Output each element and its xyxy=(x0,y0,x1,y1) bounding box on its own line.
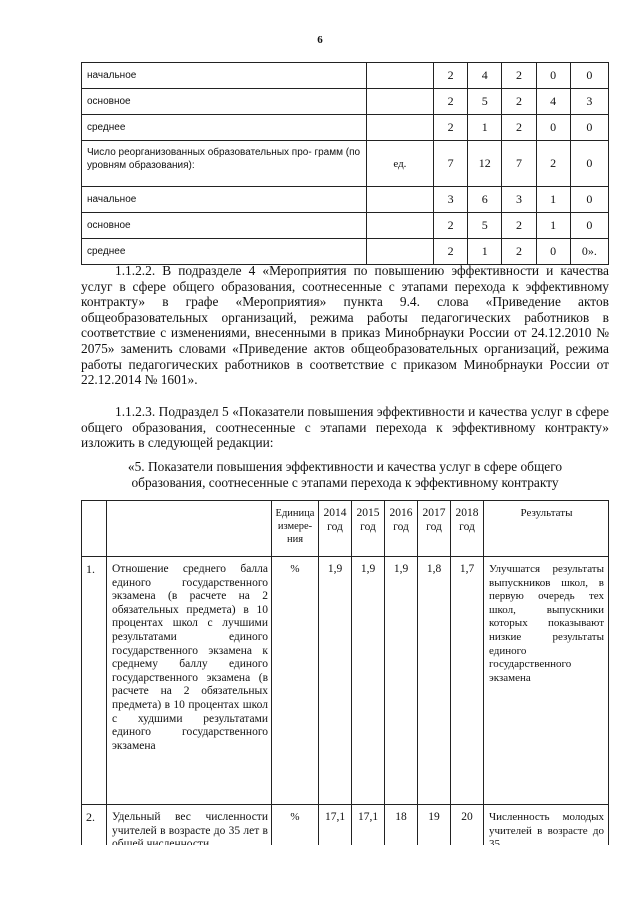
paragraph-1-1-2-3: 1.1.2.3. Подраздел 5 «Показатели повышения эффективности и качества услуг в сфере общего образования, соотнесенные с этапами перехода к эффективному контракту» изложить в следующей редакции: xyxy=(81,404,609,451)
page-bottom-margin xyxy=(0,845,640,905)
value-2018: 1,7 xyxy=(451,557,484,805)
header-2016: 2016 год xyxy=(385,501,418,557)
value-cell: 2 xyxy=(434,213,468,239)
value-2017: 1,8 xyxy=(418,557,451,805)
unit-cell xyxy=(366,187,433,213)
table-row xyxy=(82,239,609,265)
value-cell: 0». xyxy=(570,239,608,265)
result-cell: Улучшатся результаты выпускников школ, в первую очередь тех школ, выпускники которых показывают низкие результаты единого государственного экзамена xyxy=(484,557,609,805)
value-2017: 19 xyxy=(418,805,451,864)
page-number: 6 xyxy=(317,34,323,46)
value-cell: 2 xyxy=(502,213,536,239)
value-2018: 20 xyxy=(451,805,484,864)
indicator-name: Удельный вес численности учителей в возрасте до 35 лет в xyxy=(107,805,272,864)
value-cell: 0 xyxy=(570,213,608,239)
value-2016: 18 xyxy=(385,805,418,864)
unit-cell: % xyxy=(272,557,319,805)
value-cell: 5 xyxy=(468,89,502,115)
value-cell: 0 xyxy=(570,63,608,89)
table-row xyxy=(82,141,609,187)
header-2018: 2018 год xyxy=(451,501,484,557)
value-2014: 1,9 xyxy=(319,557,352,805)
indicator-table-continued xyxy=(81,62,609,265)
value-2014: 17,1 xyxy=(319,805,352,864)
value-cell: 3 xyxy=(570,89,608,115)
value-cell: 2 xyxy=(502,63,536,89)
value-2015: 1,9 xyxy=(352,557,385,805)
value-cell: 0 xyxy=(570,115,608,141)
row-label: начальное xyxy=(82,187,367,213)
value-cell: 12 xyxy=(468,141,502,187)
value-cell: 2 xyxy=(434,239,468,265)
row-label: основное xyxy=(82,213,367,239)
table-header-row xyxy=(82,501,609,557)
value-cell: 0 xyxy=(536,63,570,89)
value-2016: 1,9 xyxy=(385,557,418,805)
row-label: среднее xyxy=(82,115,367,141)
unit-cell xyxy=(366,63,433,89)
header-2017: 2017 год xyxy=(418,501,451,557)
value-cell: 0 xyxy=(570,187,608,213)
value-cell: 5 xyxy=(468,213,502,239)
header-2015: 2015 год xyxy=(352,501,385,557)
row-label: основное xyxy=(82,89,367,115)
value-cell: 2 xyxy=(502,115,536,141)
result-cell: Численность молодых учителей в возрасте до xyxy=(484,805,609,864)
unit-cell: % xyxy=(272,805,319,864)
unit-cell xyxy=(366,239,433,265)
header-2014: 2014 год xyxy=(319,501,352,557)
value-cell: 2 xyxy=(502,89,536,115)
table-row xyxy=(82,187,609,213)
value-cell: 2 xyxy=(434,63,468,89)
value-cell: 1 xyxy=(468,115,502,141)
value-cell: 2 xyxy=(502,239,536,265)
row-label: Число реорганизованных образовательных про- грамм (по уровням образования): xyxy=(82,141,367,187)
value-cell: 6 xyxy=(468,187,502,213)
value-cell: 7 xyxy=(502,141,536,187)
value-cell: 4 xyxy=(468,63,502,89)
section-5-heading: «5. Показатели повышения эффективности и качества услуг в сфере общего образования, соотнесенные с этапами перехода к эффективному контракту xyxy=(127,459,563,490)
unit-cell xyxy=(366,115,433,141)
table-row xyxy=(82,115,609,141)
value-cell: 2 xyxy=(434,115,468,141)
header-unit: Единица измере- ния xyxy=(272,501,319,557)
value-cell: 1 xyxy=(536,187,570,213)
unit-cell: ед. xyxy=(366,141,433,187)
table-row xyxy=(82,89,609,115)
value-cell: 0 xyxy=(570,141,608,187)
value-cell: 2 xyxy=(434,89,468,115)
value-cell: 4 xyxy=(536,89,570,115)
value-cell: 2 xyxy=(536,141,570,187)
row-number: 2. xyxy=(82,805,107,864)
unit-cell xyxy=(366,213,433,239)
row-number: 1. xyxy=(82,557,107,805)
table-row xyxy=(82,63,609,89)
value-cell: 0 xyxy=(536,115,570,141)
header-name xyxy=(107,501,272,557)
row-label: начальное xyxy=(82,63,367,89)
row-label: среднее xyxy=(82,239,367,265)
indicator-name: Отношение среднего балла единого государственного экзамена (в расчете на 2 обязательных предмета) в 10 процентах школ с лучшими результатами единого государственного экзамена к среднему баллу единого государственного экзамена (в расчете на 2 обязательных предмета) в 10 процентах школ с худшими результатами единого государственного экзамена xyxy=(107,557,272,805)
value-cell: 3 xyxy=(502,187,536,213)
value-cell: 0 xyxy=(536,239,570,265)
value-cell: 1 xyxy=(468,239,502,265)
value-2015: 17,1 xyxy=(352,805,385,864)
header-number xyxy=(82,501,107,557)
value-cell: 1 xyxy=(536,213,570,239)
paragraph-1-1-2-2: 1.1.2.2. В подразделе 4 «Мероприятия по повышению эффективности и качества услуг в сфере общего образования, соотнесенные с этапами перехода к эффективному контракту» в графе «Мероприятия» пункта 9.4. слова «Приведение актов общеобразовательных организаций, режима работы педагогических работников в соответствие с изменениями, внесенными в приказ Минобрнауки России от 24.12.2010 № 2075» заменить словами «Приведение актов общеобразовательных организаций, режима работы педагогических работников в соответствие с приказом Минобрнауки России от 22.12.2014 № 1601». xyxy=(81,263,609,388)
table-row xyxy=(82,213,609,239)
value-cell: 7 xyxy=(434,141,468,187)
unit-cell xyxy=(366,89,433,115)
header-results: Результаты xyxy=(484,501,609,557)
value-cell: 3 xyxy=(434,187,468,213)
table-row xyxy=(82,557,609,805)
indicators-table xyxy=(81,500,609,864)
